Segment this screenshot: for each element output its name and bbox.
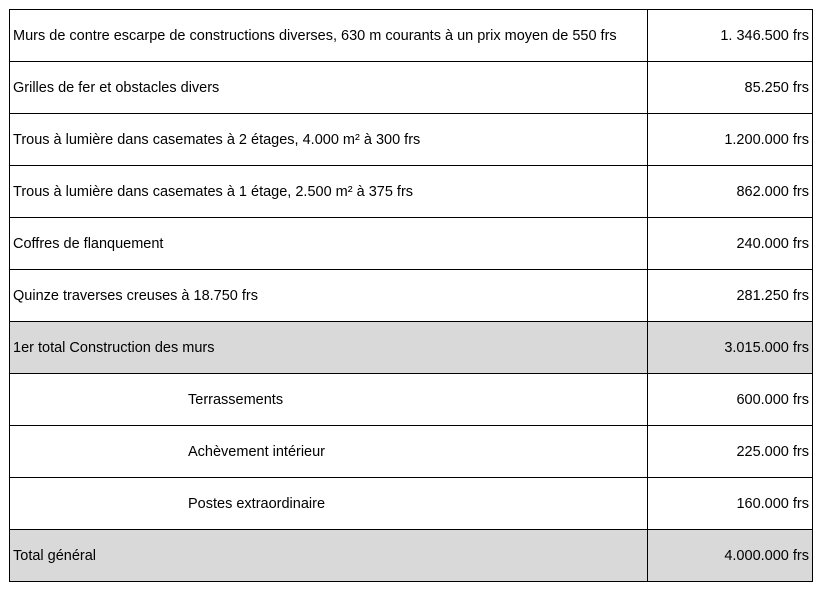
row-amount: 85.250 frs xyxy=(648,62,813,114)
row-amount: 1. 346.500 frs xyxy=(648,10,813,62)
row-label: Trous à lumière dans casemates à 1 étage, 2.500 m² à 375 frs xyxy=(10,166,648,218)
table-row xyxy=(10,10,813,62)
cost-table xyxy=(9,9,813,582)
table-row xyxy=(10,374,813,426)
table-row xyxy=(10,478,813,530)
row-label: Quinze traverses creuses à 18.750 frs xyxy=(10,270,648,322)
row-label: Terrassements xyxy=(10,374,648,426)
table-row xyxy=(10,426,813,478)
subtotal-row xyxy=(10,322,813,374)
grand-total-amount: 4.000.000 frs xyxy=(648,530,813,582)
row-label: Trous à lumière dans casemates à 2 étages, 4.000 m² à 300 frs xyxy=(10,114,648,166)
row-label: Achèvement intérieur xyxy=(10,426,648,478)
table-row xyxy=(10,270,813,322)
row-amount: 160.000 frs xyxy=(648,478,813,530)
subtotal-amount: 3.015.000 frs xyxy=(648,322,813,374)
row-label: Grilles de fer et obstacles divers xyxy=(10,62,648,114)
row-label: Murs de contre escarpe de constructions diverses, 630 m courants à un prix moyen de 550 frs xyxy=(10,10,648,62)
grand-total-label: Total général xyxy=(10,530,648,582)
table-row xyxy=(10,218,813,270)
row-amount: 281.250 frs xyxy=(648,270,813,322)
row-amount: 225.000 frs xyxy=(648,426,813,478)
row-amount: 862.000 frs xyxy=(648,166,813,218)
subtotal-label: 1er total Construction des murs xyxy=(10,322,648,374)
table-row xyxy=(10,114,813,166)
table-row xyxy=(10,166,813,218)
row-amount: 600.000 frs xyxy=(648,374,813,426)
table-row xyxy=(10,62,813,114)
row-label: Coffres de flanquement xyxy=(10,218,648,270)
row-label: Postes extraordinaire xyxy=(10,478,648,530)
grand-total-row xyxy=(10,530,813,582)
row-amount: 1.200.000 frs xyxy=(648,114,813,166)
row-amount: 240.000 frs xyxy=(648,218,813,270)
